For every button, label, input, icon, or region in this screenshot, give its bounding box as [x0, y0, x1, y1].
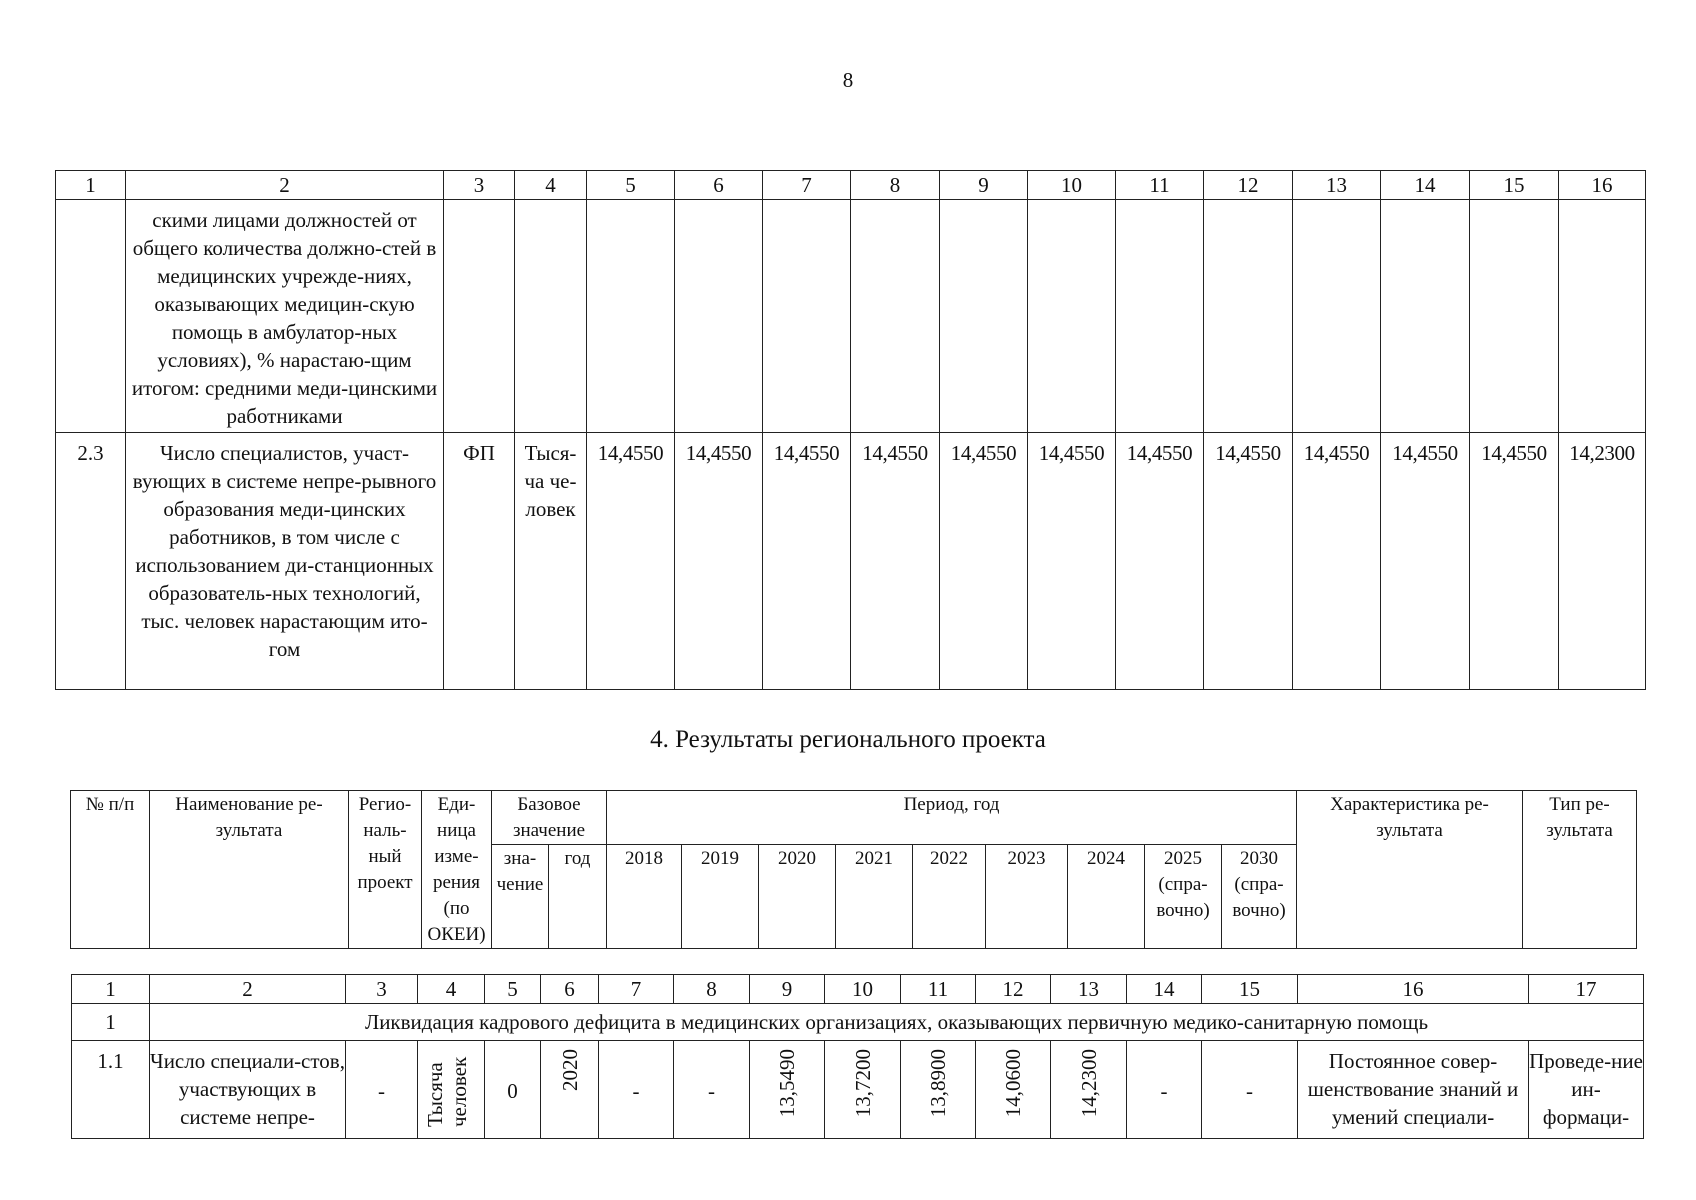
column-number: 1	[72, 975, 150, 1004]
result-characteristic: Постоянное совер-шенствование знаний и умений специали-	[1298, 1041, 1529, 1139]
column-number: 4	[418, 975, 485, 1004]
value-2024: 14,2300	[1076, 1049, 1101, 1118]
column-number: 7	[599, 975, 674, 1004]
unit-value: Тысяча человек	[423, 1056, 471, 1127]
indicator-value: 14,2300	[1559, 433, 1646, 690]
column-number: 4	[515, 171, 587, 200]
column-header-name: Наименование ре-зультата	[150, 791, 349, 949]
value-2021: 13,7200	[850, 1049, 875, 1118]
indicator-value: 14,4550	[1204, 433, 1293, 690]
column-number: 1	[56, 171, 126, 200]
column-number: 3	[444, 171, 515, 200]
column-number: 17	[1529, 975, 1644, 1004]
indicator-value: 14,4550	[1116, 433, 1204, 690]
column-number: 10	[1028, 171, 1116, 200]
column-header-base: Базовое значение	[492, 791, 607, 845]
indicator-value: 14,4550	[1381, 433, 1470, 690]
value-2019: -	[708, 1079, 715, 1103]
column-number: 10	[825, 975, 901, 1004]
indicators-table-continued	[55, 170, 1646, 690]
column-number: 6	[541, 975, 599, 1004]
column-number: 13	[1051, 975, 1127, 1004]
result-type: Проведе-ние ин-формаци-	[1529, 1041, 1644, 1139]
column-number: 16	[1298, 975, 1529, 1004]
indicator-value: 14,4550	[587, 433, 675, 690]
column-header-characteristic: Характеристика ре-зультата	[1297, 791, 1523, 949]
indicator-value: 14,4550	[1470, 433, 1559, 690]
table-row	[56, 200, 1646, 433]
base-year: 2020	[557, 1049, 582, 1091]
column-number: 12	[1204, 171, 1293, 200]
section-title: 4. Результаты регионального проекта	[650, 726, 1046, 753]
column-number: 3	[346, 975, 418, 1004]
column-header-base-value: зна-чение	[492, 845, 549, 949]
row-number: 1.1	[72, 1041, 150, 1139]
column-number: 14	[1381, 171, 1470, 200]
column-number: 7	[763, 171, 851, 200]
indicator-value: 14,4550	[940, 433, 1028, 690]
column-number: 14	[1127, 975, 1202, 1004]
column-header-regional-project: Регио-наль-ный проект	[349, 791, 422, 949]
indicator-value: 14,4550	[763, 433, 851, 690]
regional-project-value: -	[378, 1079, 385, 1103]
column-number: 11	[1116, 171, 1204, 200]
column-number: 12	[976, 975, 1051, 1004]
table-row	[56, 433, 1646, 690]
column-header-year: 2019	[682, 845, 759, 949]
indicator-name: скими лицами должностей от общего количества должно-стей в медицинских учрежде-ниях, оказывающих медицин-скую помощь в амбулатор-ных условиях), % нарастаю-щим итогом: средними меди-цинскими работниками	[126, 200, 444, 433]
column-number: 2	[150, 975, 346, 1004]
indicator-name: Число специалистов, участ-вующих в системе непре-рывного образования меди-цинских работников, в том числе с использованием ди-станционных образователь-ных технологий, тыс. человек нарастающим ито-гом	[126, 433, 444, 690]
column-header-base-year: год	[549, 845, 607, 949]
column-number: 5	[485, 975, 541, 1004]
indicator-value: 14,4550	[1028, 433, 1116, 690]
column-number: 15	[1202, 975, 1298, 1004]
group-title: Ликвидация кадрового дефицита в медицинских организациях, оказывающих первичную медико-санитарную помощь	[150, 1004, 1644, 1041]
column-header-year: 2023	[986, 845, 1068, 949]
column-header-period: Период, год	[607, 791, 1297, 845]
page-number: 8	[842, 68, 854, 92]
column-header-unit: Еди-ница изме-рения (по ОКЕИ)	[422, 791, 492, 949]
results-header-table	[70, 790, 1637, 949]
column-header-result-type: Тип ре-зультата	[1523, 791, 1637, 949]
value-2025: -	[1160, 1079, 1168, 1103]
column-header-year: 2021	[836, 845, 913, 949]
group-row	[72, 1004, 1644, 1041]
result-name: Число специали-стов, участвующих в системе непре-	[150, 1041, 346, 1139]
value-2020: 13,5490	[775, 1049, 799, 1118]
value-2023: 14,0600	[1001, 1049, 1025, 1118]
indicator-type: ФП	[444, 433, 515, 690]
column-number: 15	[1470, 171, 1559, 200]
column-header-year: 2018	[607, 845, 682, 949]
column-number: 9	[940, 171, 1028, 200]
column-number: 6	[675, 171, 763, 200]
indicator-value: 14,4550	[675, 433, 763, 690]
indicator-unit: Тыся-ча че-ловек	[515, 433, 587, 690]
column-number: 11	[901, 975, 976, 1004]
value-2030: -	[1246, 1079, 1253, 1103]
column-number: 8	[851, 171, 940, 200]
column-number: 16	[1559, 171, 1646, 200]
value-2022: 13,8900	[926, 1049, 950, 1118]
base-value: 0	[507, 1079, 518, 1103]
column-number: 13	[1293, 171, 1381, 200]
group-number: 1	[72, 1004, 150, 1041]
column-number: 8	[674, 975, 750, 1004]
column-header-year-2025: 2025 (спра-вочно)	[1145, 845, 1222, 949]
indicator-value: 14,4550	[851, 433, 940, 690]
row-number: 2.3	[56, 433, 126, 690]
results-table	[71, 974, 1644, 1139]
column-number: 5	[587, 171, 675, 200]
indicator-value: 14,4550	[1293, 433, 1381, 690]
column-header-year-2030: 2030 (спра-вочно)	[1222, 845, 1297, 949]
column-number: 2	[126, 171, 444, 200]
table-header-row	[56, 171, 1646, 200]
column-number: 9	[750, 975, 825, 1004]
column-header-number: № п/п	[71, 791, 150, 949]
value-2018: -	[632, 1079, 640, 1103]
column-header-year: 2024	[1068, 845, 1145, 949]
column-header-year: 2022	[913, 845, 986, 949]
table-header-row	[72, 975, 1644, 1004]
column-header-year: 2020	[759, 845, 836, 949]
table-row	[72, 1041, 1644, 1139]
